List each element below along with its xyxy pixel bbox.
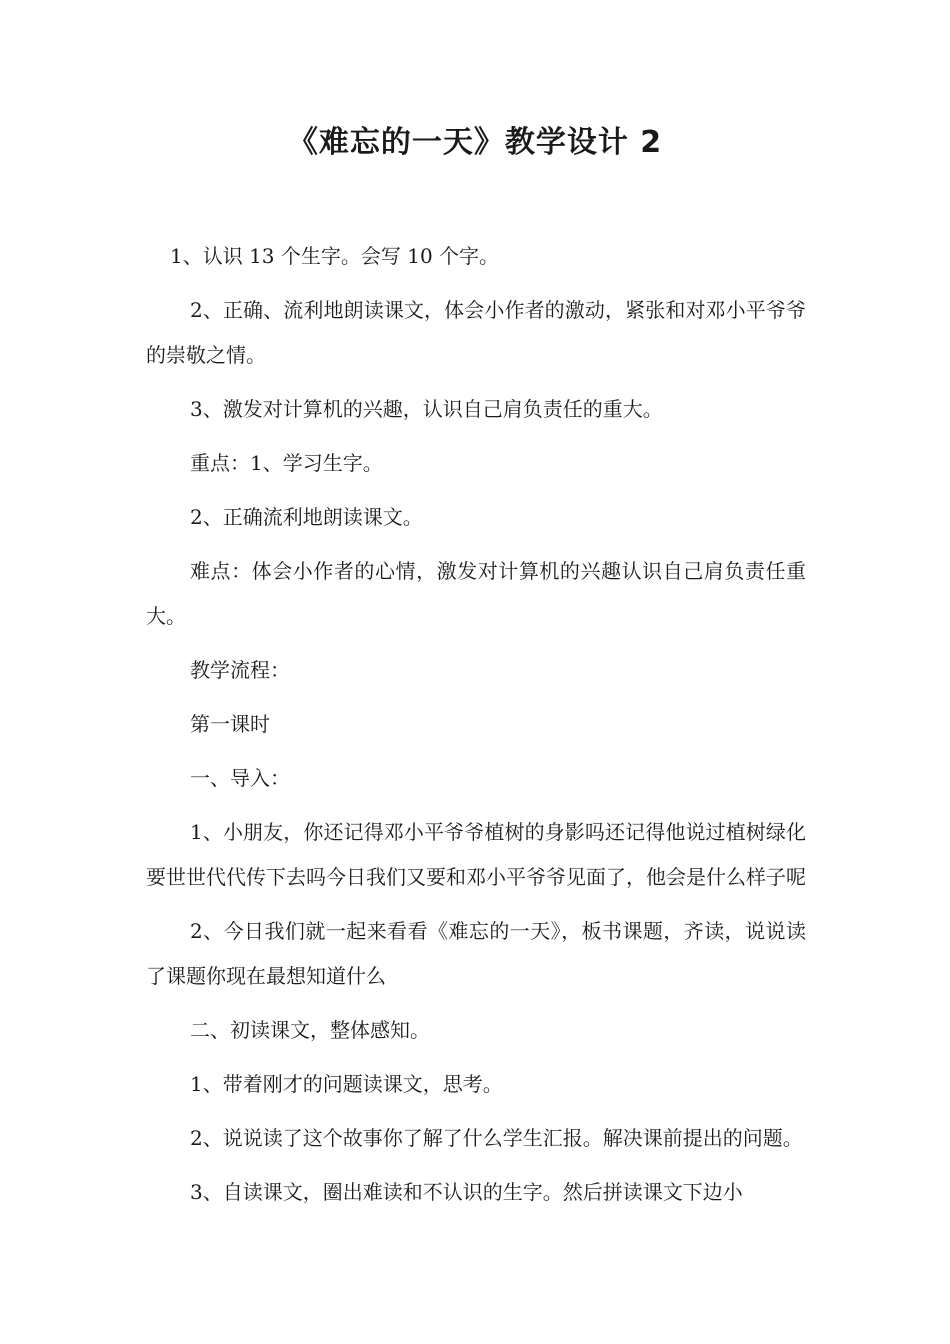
paragraph-section-first-reading: 二、初读课文，整体感知。 [190,1018,430,1042]
paragraph-teaching-process: 教学流程： [190,658,290,682]
paragraph-key-point-2: 2、正确流利地朗读课文。 [190,505,423,529]
paragraph-reading-1: 1、带着刚才的问题读课文，思考。 [190,1072,503,1096]
paragraph-key-points: 重点：1、学习生字。 [190,451,383,475]
paragraph-first-lesson: 第一课时 [190,712,270,736]
document-title: 《难忘的一天》教学设计 2 [287,125,663,160]
paragraph-objective-2: 2、正确、流利地朗读课文，体会小作者的激动，紧张和对邓小平爷爷的崇敬之情。 [146,298,806,367]
paragraph-introduction-2: 2、今日我们就一起来看看《难忘的一天》，板书课题，齐读，说说读了课题你现在最想知道什么 [146,919,806,988]
paragraph-reading-2: 2、说说读了这个故事你了解了什么学生汇报。解决课前提出的问题。 [190,1126,803,1150]
paragraph-introduction-1: 1、小朋友，你还记得邓小平爷爷植树的身影吗还记得他说过植树绿化要世世代代传下去吗今日我们又要和邓小平爷爷见面了，他会是什么样子呢 [146,820,806,889]
paragraph-objective-1: 1、认识 13 个生字。会写 10 个字。 [170,244,500,268]
document-body [146,234,806,1224]
paragraph-reading-3: 3、自读课文，圈出难读和不认识的生字。然后拼读课文下边小 [190,1180,743,1204]
paragraph-section-introduction: 一、导入： [190,766,290,790]
paragraph-difficulties: 难点：体会小作者的心情，激发对计算机的兴趣认识自己肩负责任重大。 [146,559,806,628]
paragraph-objective-3: 3、激发对计算机的兴趣，认识自己肩负责任的重大。 [190,397,663,421]
